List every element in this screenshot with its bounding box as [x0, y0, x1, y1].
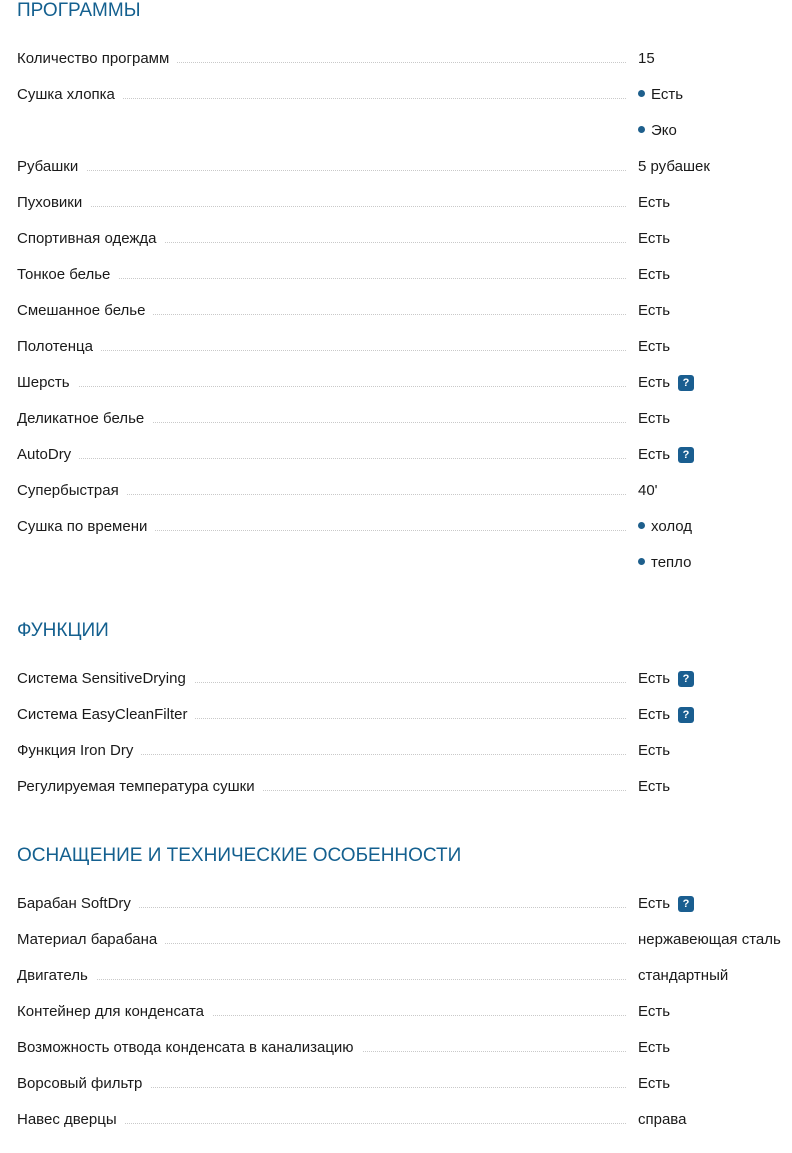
help-icon[interactable]: ? — [678, 671, 694, 687]
spec-label: Функция Iron Dry — [17, 740, 141, 762]
spec-value — [638, 120, 677, 142]
section-title: ФУНКЦИИ — [17, 620, 109, 641]
spec-value-text: Есть — [638, 338, 671, 355]
spec-value-text: Есть — [638, 895, 671, 912]
spec-label: Сушка по времени — [17, 516, 155, 538]
spec-value-text: стандартный — [638, 967, 729, 984]
spec-value-text: 5 рубашек — [638, 158, 710, 175]
spec-value — [638, 444, 694, 466]
dotted-leader — [17, 979, 626, 980]
spec-label: Супербыстрая — [17, 480, 127, 502]
spec-row — [17, 965, 792, 987]
spec-value — [638, 192, 670, 214]
section-title: ПРОГРАММЫ — [17, 0, 141, 21]
spec-label: Сушка хлопка — [17, 84, 123, 106]
spec-row — [17, 776, 792, 798]
spec-value — [638, 1109, 686, 1131]
spec-value-text: Есть — [638, 410, 671, 427]
spec-row — [17, 929, 792, 951]
spec-label: Тонкое белье — [17, 264, 118, 286]
spec-label: Регулируемая температура сушки — [17, 776, 263, 798]
spec-value — [638, 408, 670, 430]
spec-value — [638, 264, 670, 286]
spec-row — [17, 372, 792, 394]
spec-label: Контейнер для конденсата — [17, 1001, 212, 1023]
spec-value — [638, 480, 658, 502]
spec-value-text: Есть — [638, 1039, 671, 1056]
spec-value-text: Есть — [638, 230, 671, 247]
spec-value — [638, 668, 694, 690]
spec-value — [638, 965, 728, 987]
spec-value — [638, 156, 710, 178]
help-icon[interactable]: ? — [678, 896, 694, 912]
spec-label: Деликатное белье — [17, 408, 152, 430]
spec-label: Полотенца — [17, 336, 101, 358]
spec-value — [638, 1001, 670, 1023]
spec-label: Количество программ — [17, 48, 177, 70]
spec-row — [17, 264, 792, 286]
spec-row — [17, 552, 792, 574]
spec-value — [638, 893, 694, 915]
spec-value-text: Есть — [651, 86, 684, 103]
spec-row — [17, 408, 792, 430]
dotted-leader — [17, 350, 626, 351]
dotted-leader — [17, 458, 626, 459]
spec-row — [17, 516, 792, 538]
spec-row — [17, 228, 792, 250]
spec-row — [17, 740, 792, 762]
bullet-icon — [638, 558, 645, 565]
spec-label: Рубашки — [17, 156, 86, 178]
spec-value-text: Есть — [638, 1075, 671, 1092]
spec-value-text: Есть — [638, 742, 671, 759]
spec-value — [638, 552, 691, 574]
spec-value-text: Есть — [638, 670, 671, 687]
spec-row — [17, 192, 792, 214]
spec-value-text: нержавеющая сталь — [638, 931, 781, 948]
spec-value — [638, 48, 655, 70]
spec-row — [17, 300, 792, 322]
spec-value-text: тепло — [651, 554, 692, 571]
spec-value-text: Есть — [638, 302, 671, 319]
spec-value — [638, 1073, 670, 1095]
spec-value-text: Есть — [638, 1003, 671, 1020]
dotted-leader — [17, 206, 626, 207]
spec-label: Навес дверцы — [17, 1109, 125, 1131]
spec-value — [638, 1037, 670, 1059]
spec-value — [638, 228, 670, 250]
spec-value-text: холод — [651, 518, 693, 535]
spec-value — [638, 776, 670, 798]
spec-value — [638, 336, 670, 358]
spec-row — [17, 48, 792, 70]
spec-row — [17, 893, 792, 915]
spec-value-text: Есть — [638, 194, 671, 211]
spec-row — [17, 668, 792, 690]
spec-label: Возможность отвода конденсата в канализацию — [17, 1037, 362, 1059]
spec-value-text: 40' — [638, 482, 658, 499]
spec-value — [638, 300, 670, 322]
spec-row — [17, 1037, 792, 1059]
help-icon[interactable]: ? — [678, 447, 694, 463]
spec-row — [17, 336, 792, 358]
spec-row — [17, 444, 792, 466]
spec-value — [638, 740, 670, 762]
spec-value-text: Есть — [638, 446, 671, 463]
spec-label: Система SensitiveDrying — [17, 668, 194, 690]
spec-label: Материал барабана — [17, 929, 165, 951]
spec-label: Ворсовый фильтр — [17, 1073, 150, 1095]
spec-value-text: Есть — [638, 778, 671, 795]
spec-row — [17, 704, 792, 726]
spec-value — [638, 704, 694, 726]
section-title: ОСНАЩЕНИЕ И ТЕХНИЧЕСКИЕ ОСОБЕННОСТИ — [17, 845, 462, 866]
spec-value — [638, 929, 781, 951]
spec-value — [638, 84, 683, 106]
spec-row — [17, 1001, 792, 1023]
dotted-leader — [17, 386, 626, 387]
dotted-leader — [17, 170, 626, 171]
spec-label: Двигатель — [17, 965, 96, 987]
spec-value-text: Есть — [638, 706, 671, 723]
spec-value — [638, 516, 692, 538]
spec-value-text: Есть — [638, 266, 671, 283]
spec-row — [17, 1073, 792, 1095]
spec-row — [17, 84, 792, 106]
bullet-icon — [638, 126, 645, 133]
help-icon[interactable]: ? — [678, 375, 694, 391]
bullet-icon — [638, 90, 645, 97]
spec-row — [17, 120, 792, 142]
spec-row — [17, 480, 792, 502]
spec-label: Смешанное белье — [17, 300, 153, 322]
spec-value-text: справа — [638, 1111, 687, 1128]
bullet-icon — [638, 522, 645, 529]
spec-label: Пуховики — [17, 192, 90, 214]
help-icon[interactable]: ? — [678, 707, 694, 723]
spec-label: Шерсть — [17, 372, 78, 394]
spec-label: Барабан SoftDry — [17, 893, 139, 915]
spec-label: Система EasyCleanFilter — [17, 704, 195, 726]
spec-label: Спортивная одежда — [17, 228, 165, 250]
spec-label: AutoDry — [17, 444, 79, 466]
spec-value-text: 15 — [638, 50, 655, 67]
spec-row — [17, 1109, 792, 1131]
spec-value-text: Эко — [651, 122, 677, 139]
spec-value — [638, 372, 694, 394]
spec-value-text: Есть — [638, 374, 671, 391]
spec-row — [17, 156, 792, 178]
